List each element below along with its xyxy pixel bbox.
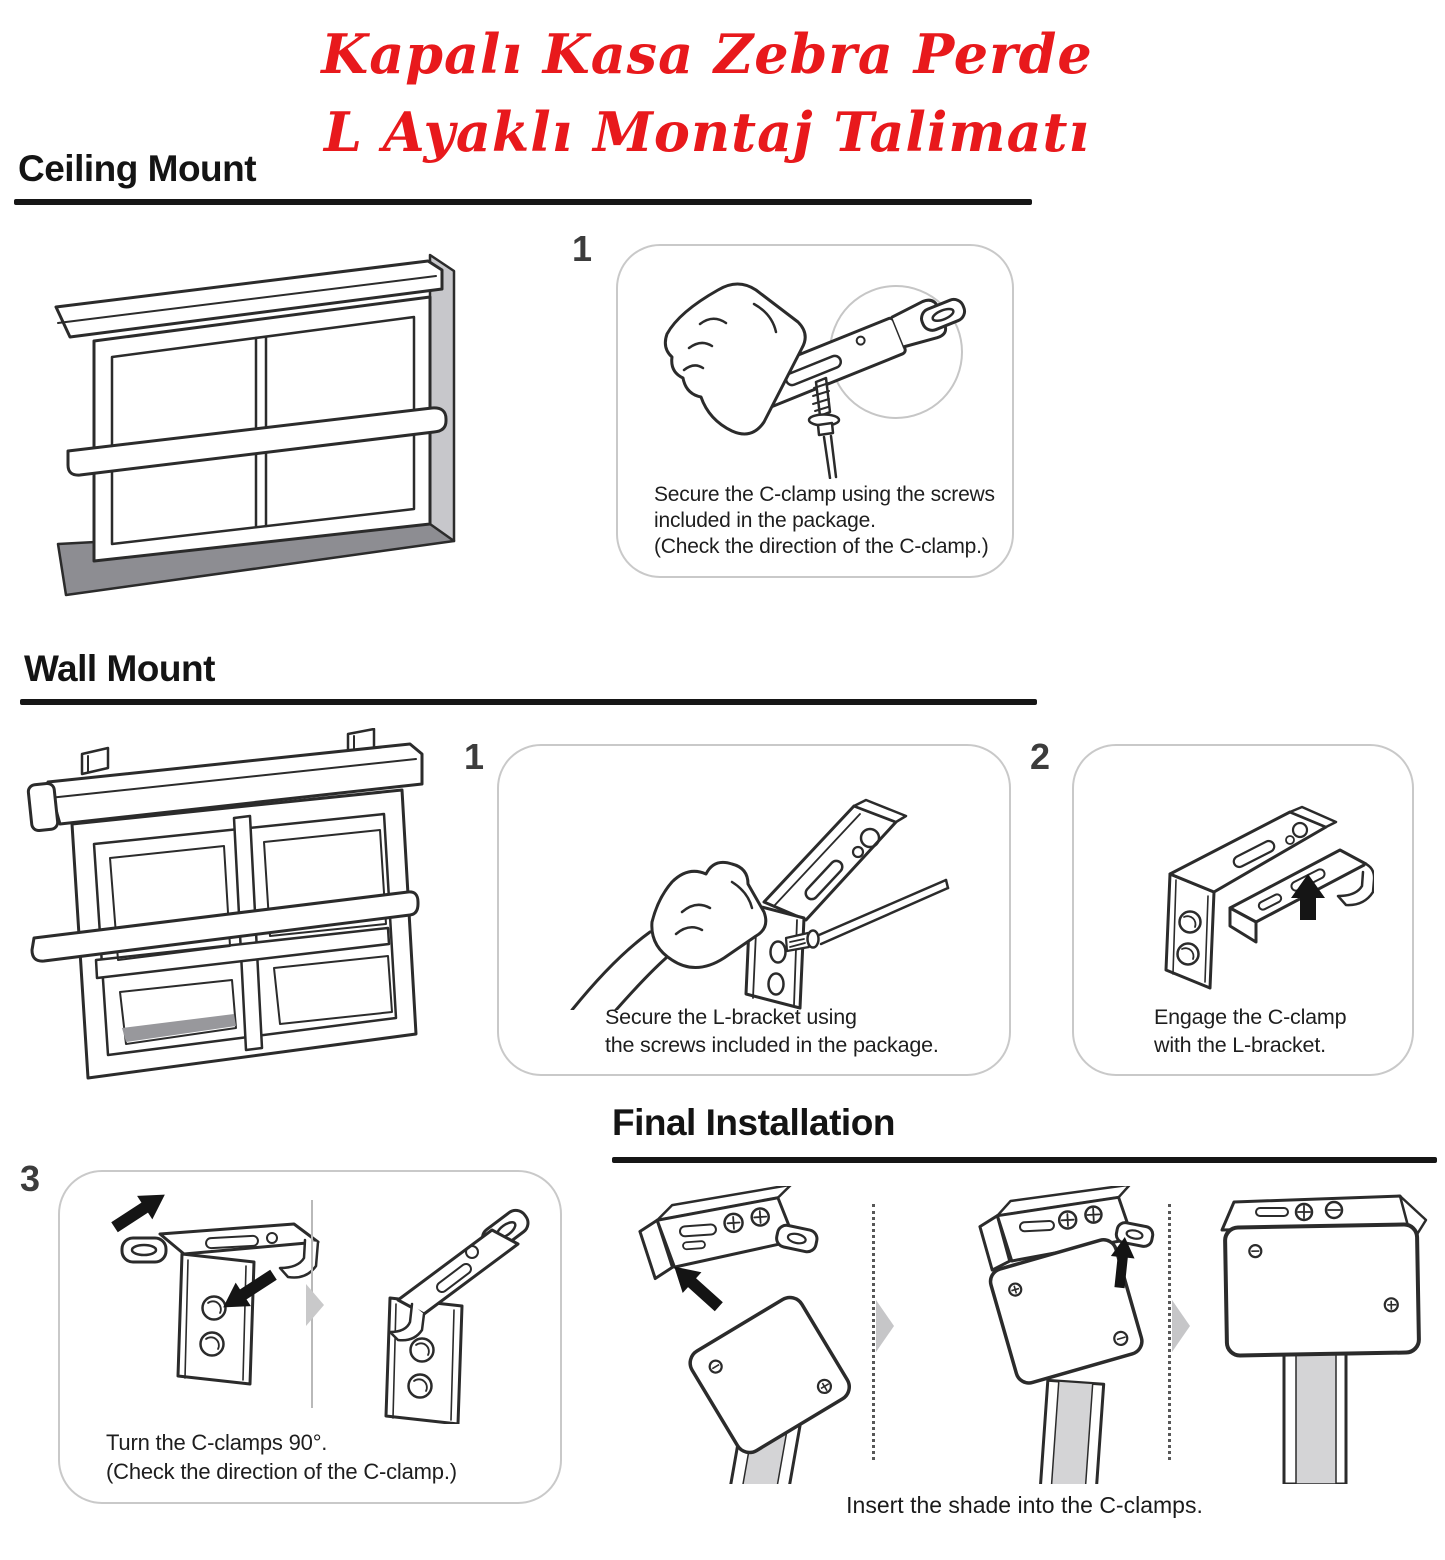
wall-step2-box bbox=[1072, 744, 1414, 1076]
final-step3-caption-line2: (Check the direction of the C-clamp.) bbox=[106, 1459, 457, 1484]
ceiling-step1-caption-line3: (Check the direction of the C-clamp.) bbox=[654, 535, 989, 558]
final-section-divider bbox=[612, 1157, 1437, 1163]
sequence-separator bbox=[872, 1204, 875, 1460]
wall-mount-heading: Wall Mount bbox=[24, 648, 215, 689]
wall-step1-box bbox=[497, 744, 1011, 1076]
shade-insert-step2-illustration bbox=[940, 1186, 1200, 1484]
final-step3-caption-line1: Turn the C-clamps 90°. bbox=[106, 1430, 328, 1455]
wall-step2-number: 2 bbox=[1030, 736, 1051, 777]
c-clamp-rotate-illustration bbox=[62, 1178, 558, 1424]
ceiling-step1-caption-line2: included in the package. bbox=[654, 509, 876, 532]
wall-step2-caption-line1: Engage the C-clamp bbox=[1154, 1005, 1347, 1029]
l-bracket-screwdriver-hand-illustration bbox=[554, 762, 954, 1010]
next-chevron-icon bbox=[876, 1300, 894, 1352]
wall-section-divider bbox=[20, 699, 1037, 705]
ceiling-step1-caption-line1: Secure the C-clamp using the screws bbox=[654, 483, 995, 506]
page-title-line1: Kapalı Kasa Zebra Perde bbox=[321, 22, 1093, 86]
wall-step1-number: 1 bbox=[464, 736, 485, 777]
c-clamp-screw-hand-illustration bbox=[634, 264, 990, 479]
next-chevron-icon bbox=[306, 1284, 324, 1326]
page-title-line2: L Ayaklı Montaj Talimatı bbox=[323, 100, 1091, 164]
final-step3-box bbox=[58, 1170, 562, 1504]
c-clamp-engage-l-bracket-illustration bbox=[1112, 770, 1374, 1000]
final-installation-heading: Final Installation bbox=[612, 1102, 895, 1143]
wall-step1-caption-line1: Secure the L-bracket using bbox=[605, 1005, 857, 1029]
shade-insert-step3-illustration bbox=[1204, 1186, 1444, 1484]
ceiling-section-divider bbox=[14, 199, 1032, 205]
sequence-separator bbox=[1168, 1204, 1171, 1460]
ceiling-step1-box bbox=[616, 244, 1014, 578]
ceiling-step1-number: 1 bbox=[572, 228, 593, 269]
final-sequence-caption: Insert the shade into the C-clamps. bbox=[846, 1492, 1203, 1518]
ceiling-mount-heading: Ceiling Mount bbox=[18, 148, 257, 189]
final-step3-number: 3 bbox=[20, 1158, 41, 1199]
wall-step2-caption-line2: with the L-bracket. bbox=[1154, 1033, 1326, 1057]
wall-step1-caption-line2: the screws included in the package. bbox=[605, 1033, 939, 1057]
next-chevron-icon bbox=[1172, 1300, 1190, 1352]
wall-window-illustration bbox=[18, 728, 463, 1096]
ceiling-window-illustration bbox=[30, 243, 550, 601]
